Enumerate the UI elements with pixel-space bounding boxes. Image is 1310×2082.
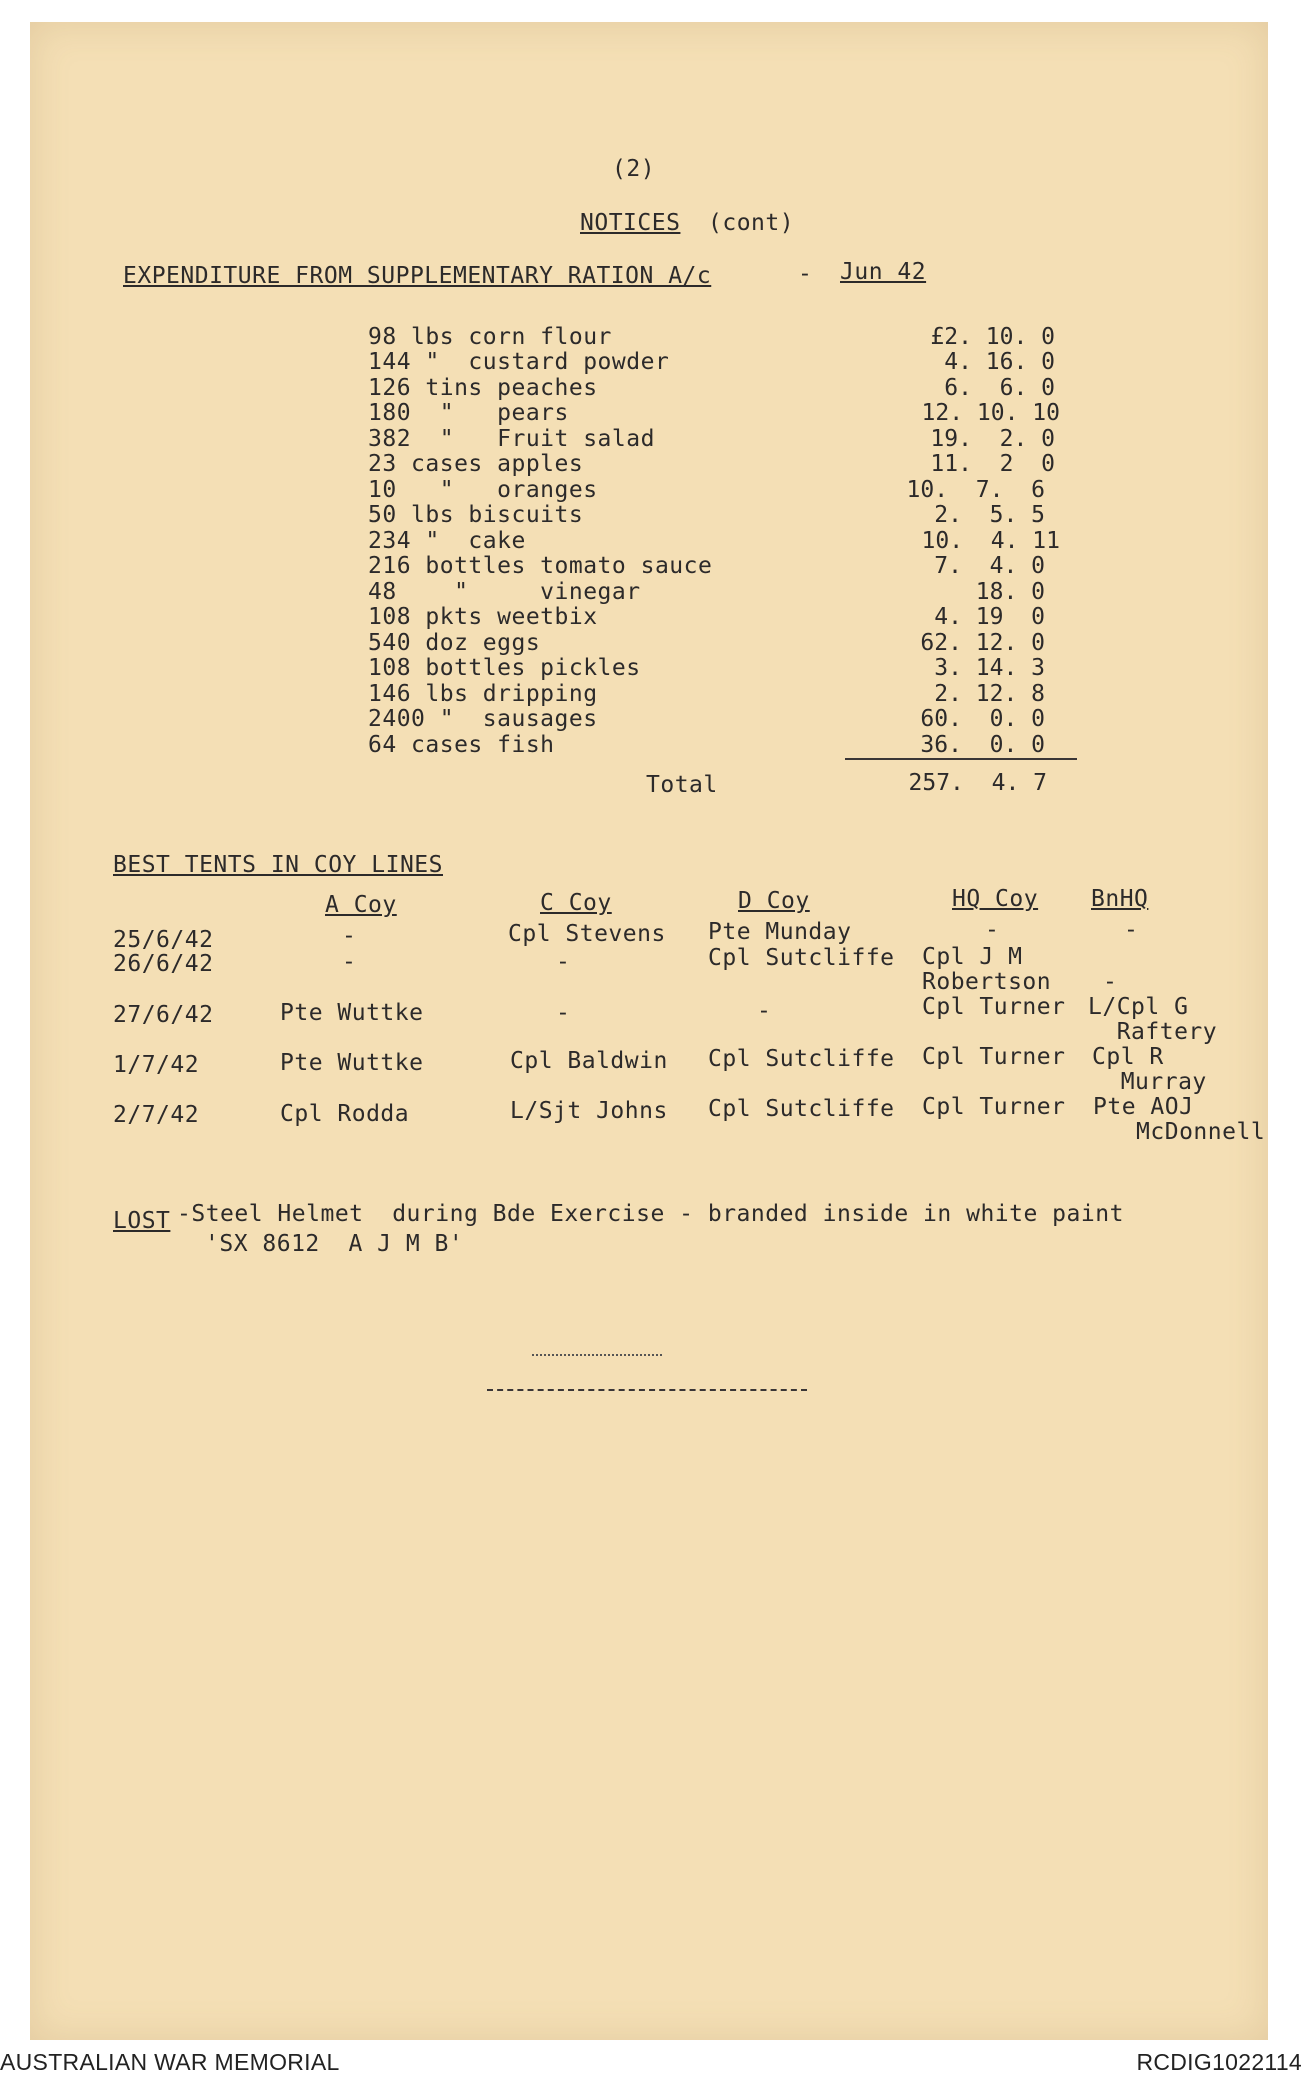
col-hq-coy: HQ Coy — [952, 886, 1039, 912]
item-desc: 216 bottles tomato sauce — [368, 553, 713, 579]
row-c-coy: L/Sjt Johns — [510, 1098, 668, 1124]
item-amount: 10. 4. 11 — [921, 528, 1060, 554]
row-a-coy: Cpl Rodda — [280, 1101, 410, 1127]
lost-text: -Steel Helmet during Bde Exercise - branded inside in white paint — [177, 1201, 1124, 1227]
item-amount: £2. 10. 0 — [930, 324, 1055, 350]
item-amount: 60. 0. 0 — [920, 706, 1045, 732]
page-number: (2) — [612, 156, 656, 182]
closing-dots — [532, 1354, 662, 1356]
item-desc: 234 " cake — [368, 528, 526, 554]
item-desc: 50 lbs biscuits — [368, 502, 584, 528]
row-c-coy: - — [556, 1000, 571, 1026]
notices-suffix: (cont) — [708, 210, 795, 236]
item-amount: 3. 14. 3 — [934, 655, 1045, 681]
item-amount: 4. 16. 0 — [944, 349, 1055, 375]
item-desc: 2400 " sausages — [368, 706, 598, 732]
row-date: 26/6/42 — [113, 951, 214, 977]
row-hq-coy: Cpl Turner — [922, 994, 1066, 1020]
expenditure-dash: - — [798, 261, 813, 287]
item-desc: 180 " pears — [368, 400, 569, 426]
item-amount: 19. 2. 0 — [930, 426, 1055, 452]
expenditure-period: Jun 42 — [840, 259, 927, 285]
expenditure-heading: EXPENDITURE FROM SUPPLEMENTARY RATION A/c — [123, 263, 712, 289]
row-c-coy: Cpl Baldwin — [510, 1048, 668, 1074]
total-rule — [845, 758, 1077, 760]
item-desc: 108 bottles pickles — [368, 655, 641, 681]
total-amount: 257. 4. 7 — [908, 770, 1047, 796]
item-amount: 4. 19 0 — [934, 604, 1045, 630]
row-a-coy: - — [342, 949, 357, 975]
item-desc: 23 cases apples — [368, 451, 584, 477]
row-d-coy: Cpl Sutcliffe — [708, 1096, 895, 1122]
item-amount: 6. 6. 0 — [944, 375, 1055, 401]
row-bnhq: Cpl R Murray — [1092, 1044, 1207, 1095]
item-amount: 2. 12. 8 — [934, 681, 1045, 707]
item-amount: 62. 12. 0 — [920, 630, 1045, 656]
notices-heading: NOTICES — [580, 210, 681, 236]
archive-id: RCDIG1022114 — [1136, 2049, 1302, 2075]
row-hq-coy: Cpl J M Robertson — [922, 944, 1052, 995]
item-desc: 146 lbs dripping — [368, 681, 598, 707]
row-bnhq: - — [1103, 969, 1118, 995]
row-d-coy: Pte Munday — [708, 919, 852, 945]
col-d-coy: D Coy — [738, 888, 810, 914]
archive-credit: AUSTRALIAN WAR MEMORIAL — [0, 2049, 340, 2075]
row-a-coy: - — [342, 923, 357, 949]
total-label: Total — [646, 772, 718, 798]
item-amount: 36. 0. 0 — [920, 732, 1045, 758]
best-tents-heading: BEST TENTS IN COY LINES — [113, 852, 443, 878]
row-a-coy: Pte Wuttke — [280, 1000, 424, 1026]
item-desc: 540 doz eggs — [368, 630, 541, 656]
row-d-coy: - — [757, 998, 772, 1024]
row-bnhq: - — [1124, 917, 1139, 943]
item-desc: 126 tins peaches — [368, 375, 598, 401]
item-amount: 12. 10. 10 — [921, 400, 1060, 426]
row-bnhq: L/Cpl G Raftery — [1088, 994, 1218, 1045]
row-a-coy: Pte Wuttke — [280, 1050, 424, 1076]
closing-rule — [487, 1389, 807, 1391]
item-desc: 98 lbs corn flour — [368, 324, 612, 350]
item-desc: 48 " vinegar — [368, 579, 641, 605]
col-a-coy: A Coy — [325, 892, 397, 918]
row-c-coy: - — [556, 949, 571, 975]
item-amount: 18. 0 — [975, 579, 1045, 605]
row-date: 1/7/42 — [113, 1052, 200, 1078]
document-page — [30, 22, 1268, 2040]
row-hq-coy: Cpl Turner — [922, 1044, 1066, 1070]
row-bnhq: Pte AOJ McDonnell — [1093, 1094, 1266, 1145]
row-c-coy: Cpl Stevens — [508, 921, 666, 947]
item-desc: 64 cases fish — [368, 732, 555, 758]
row-hq-coy: Cpl Turner — [922, 1094, 1066, 1120]
item-amount: 7. 4. 0 — [934, 553, 1045, 579]
row-date: 27/6/42 — [113, 1002, 214, 1028]
row-d-coy: Cpl Sutcliffe — [708, 945, 895, 971]
lost-brand: 'SX 8612 A J M B' — [205, 1231, 464, 1257]
item-amount: 2. 5. 5 — [934, 502, 1045, 528]
row-hq-coy: - — [985, 917, 1000, 943]
row-date: 2/7/42 — [113, 1102, 200, 1128]
row-date: 25/6/42 — [113, 927, 214, 953]
item-desc: 382 " Fruit salad — [368, 426, 655, 452]
item-desc: 144 " custard powder — [368, 349, 670, 375]
item-amount: 10. 7. 6 — [906, 477, 1045, 503]
lost-label: LOST — [113, 1208, 171, 1234]
item-amount: 11. 2 0 — [930, 451, 1055, 477]
col-c-coy: C Coy — [540, 890, 612, 916]
item-desc: 108 pkts weetbix — [368, 604, 598, 630]
item-desc: 10 " oranges — [368, 477, 598, 503]
col-bnhq: BnHQ — [1091, 886, 1149, 912]
row-d-coy: Cpl Sutcliffe — [708, 1046, 895, 1072]
